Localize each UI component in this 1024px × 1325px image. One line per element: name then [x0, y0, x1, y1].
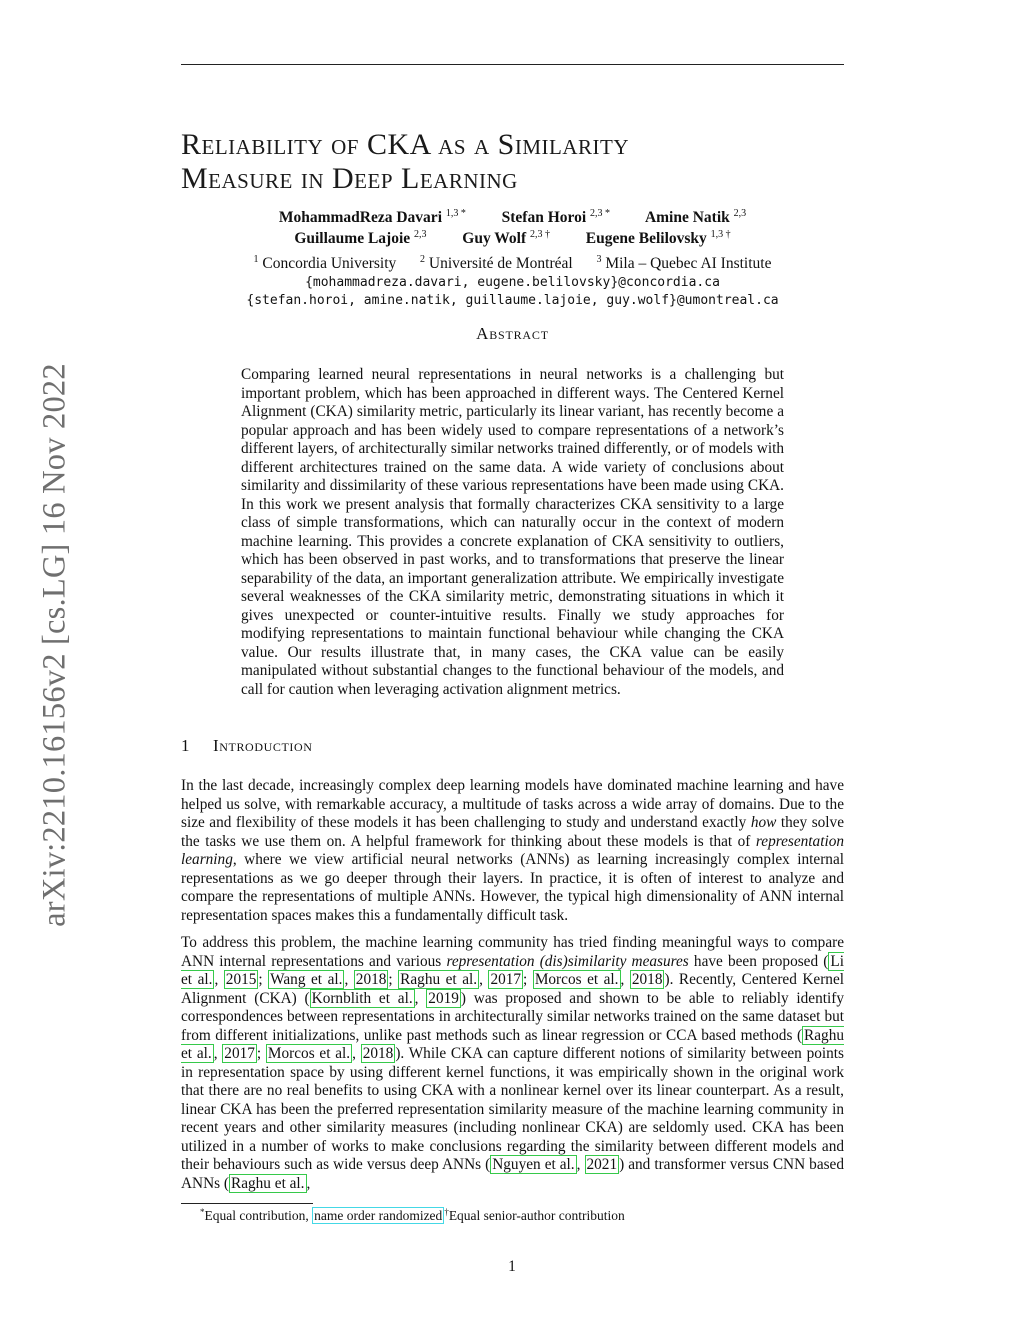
title-line-1: Reliability of CKA as a Similarity	[181, 128, 630, 161]
section-title: Introduction	[213, 736, 313, 755]
citation-separator: ,	[344, 971, 354, 988]
citation-separator: ,	[414, 989, 427, 1007]
paragraph-text: , where we view artificial neural networks (ANNs) as learning increasingly complex internal representations as we go deeper through their layers. In practice, it is often of interest to analyze and compare the representations of multiple ANNs. However, the typical high dimensionality of ANN internal representation spaces makes this a fundamentally difficult task.	[181, 851, 844, 924]
citation-separator: ;	[388, 971, 399, 988]
citation-separator: ,	[352, 1045, 361, 1062]
affiliation-name: Université de Montréal	[428, 255, 573, 272]
affiliation-name: Mila – Quebec AI Institute	[605, 255, 772, 272]
citation-separator: ;	[523, 971, 533, 988]
author-affiliation-marker: 2,3	[414, 229, 427, 240]
citation-link[interactable]: Nguyen et al.	[492, 1156, 575, 1173]
title-line-2: Measure in Deep Learning	[181, 162, 518, 195]
author-row-2	[181, 228, 844, 249]
author-name: Guillaume Lajoie	[294, 230, 411, 247]
citation-separator: ,	[479, 971, 489, 988]
footnote-marker: *	[200, 1207, 205, 1217]
citation-link[interactable]: 2018	[362, 1045, 394, 1062]
author-name: Eugene Belilovsky	[585, 230, 707, 247]
emphasis-text: how	[750, 814, 777, 831]
citation-link[interactable]: Wang et al.	[270, 971, 343, 988]
intro-paragraph-2	[181, 934, 844, 1193]
footnote-text: Equal contribution,	[204, 1208, 313, 1223]
page-number: 1	[508, 1258, 516, 1275]
email-line-1: {mohammadreza.davari, eugene.belilovsky}@concordia.ca	[305, 275, 720, 290]
section-number: 1	[181, 736, 191, 755]
citation-separator: ;	[256, 1045, 266, 1062]
paragraph-text: ,	[306, 1174, 311, 1192]
citation-separator: ,	[213, 1045, 223, 1062]
author-affiliation-marker: 1,3 †	[710, 229, 731, 240]
author-affiliation-marker: 2,3 *	[590, 208, 611, 219]
paragraph-text: In the last decade, increasingly complex deep learning models have dominated machine learning and have helped us solve, with remarkable accuracy, a multitude of tasks across a wide array of domains. Due to the size and flexibility of these models it has been challenging to study and understand exactly	[181, 777, 844, 831]
citation-link[interactable]: Kornblith et al.	[311, 989, 413, 1007]
section-heading	[181, 736, 313, 756]
paragraph-text: ). Recently, Centered Kernel Alignment (CKA) (	[181, 971, 844, 1007]
affiliation-marker: 2	[420, 254, 426, 265]
email-line-2: {stefan.horoi, amine.natik, guillaume.lajoie, guy.wolf}@umontreal.ca	[246, 293, 779, 308]
footnote-rule	[181, 1203, 313, 1204]
citation-link[interactable]: 2017	[490, 971, 522, 988]
footnote-marker: †	[444, 1207, 449, 1217]
emphasis-text: representation learning	[181, 832, 844, 868]
footnote-link[interactable]: name order randomized	[314, 1208, 443, 1223]
citation-link[interactable]: Raghu et al.	[231, 1174, 305, 1192]
affiliation-marker: 3	[596, 254, 602, 265]
citation-link[interactable]: Morcos et al.	[267, 1045, 351, 1062]
citation-separator: ;	[258, 971, 269, 988]
paragraph-text: they solve the tasks we use them on. A helpful framework for thinking about these models is that of	[181, 814, 845, 850]
abstract-heading: Abstract	[476, 324, 549, 343]
citation-link[interactable]: 2019	[428, 989, 459, 1007]
arxiv-identifier: arXiv:2210.16156v2 [cs.LG] 16 Nov 2022	[36, 363, 73, 927]
citation-link[interactable]: 2017	[224, 1045, 255, 1062]
citation-separator: ,	[214, 971, 224, 988]
author-name: Stefan Horoi	[501, 209, 587, 226]
citation-separator: ,	[620, 971, 630, 988]
affiliation-name: Concordia University	[262, 255, 397, 272]
author-name: MohammadReza Davari	[278, 209, 442, 226]
paragraph-text: To address this problem, the machine learning community has tried finding meaningful ways to compare ANN internal representations and various	[181, 934, 844, 970]
paragraph-text: ) and transformer versus CNN based ANNs (	[181, 1156, 844, 1192]
citation-link[interactable]: Li et al.	[181, 952, 844, 988]
citation-link[interactable]: 2015	[225, 971, 257, 988]
author-row-1	[181, 207, 844, 228]
citation-link[interactable]: 2021	[586, 1156, 618, 1173]
footnote	[200, 1207, 625, 1225]
footnote-text: Equal senior-author contribution	[448, 1208, 625, 1223]
author-affiliation-marker: 1,3 *	[445, 208, 466, 219]
author-name: Amine Natik	[644, 209, 730, 226]
paragraph-text: ) was proposed and shown to be able to reliably identify correspondences between representations in architecturally similar networks trained on the same dataset but from different initializations, unlike past methods such as linear regression or CCA based methods (	[181, 989, 844, 1044]
citation-link[interactable]: 2018	[355, 971, 387, 988]
paragraph-text: ). While CKA can capture different notions of similarity between points in representation space by using different kernel functions, it was empirically shown in the original work that there are no real benefits to using CKA with a nonlinear kernel over its linear counterpart. As a result, linear CKA has been the preferred representation similarity measure of the machine learning community in recent years and other similarity measures (including nonlinear CKA) are seldomly used. CKA has been utilized in a number of works to make conclusions regarding the similarity between different models and their behaviours such as wide versus deep ANNs (	[181, 1045, 844, 1173]
citation-link[interactable]: Morcos et al.	[534, 971, 619, 988]
affiliation-line	[181, 254, 844, 274]
citation-link[interactable]: Raghu et al.	[400, 971, 478, 988]
author-affiliation-marker: 2,3	[733, 208, 747, 219]
citation-link[interactable]: 2018	[631, 971, 663, 988]
abstract-text: Comparing learned neural representations in neural networks is a challenging but important problem, which has been approached in different ways. The Centered Kernel Alignment (CKA) similarity metric, particularly its linear variant, has recently become a popular approach and has been widely used to compare representations of a network’s different layers, of architecturally similar networks trained differently, or of models with different architectures trained on the same data. A wide variety of conclusions about similarity and dissimilarity of these various representations have been made using CKA. In this work we present analysis that formally characterizes CKA sensitivity to a large class of simple transformations, which can naturally occur in the context of modern machine learning. This provides a concrete explanation of CKA sensitivity to outliers, which has been observed in past works, and to transformations that preserve the linear separability of the data, an important generalization attribute. We empirically investigate several weaknesses of the CKA similarity metric, demonstrating situations in which it gives unexpected or counter-intuitive results. Finally we study approaches for modifying representations to maintain functional behaviour while changing the CKA value. Our results illustrate that, in many cases, the CKA value can be easily manipulated without substantial changes to the functional behaviour of the models, and call for caution when leveraging activation alignment metrics.	[241, 366, 784, 698]
paragraph-text: have been proposed (	[688, 952, 829, 970]
paper-title	[181, 128, 844, 196]
author-affiliation-marker: 2,3 †	[530, 229, 551, 240]
affiliation-marker: 1	[253, 254, 259, 265]
author-list	[181, 207, 844, 249]
citation-separator: ,	[576, 1156, 585, 1173]
author-name: Guy Wolf	[462, 230, 527, 247]
citation-link[interactable]: Raghu et al.	[181, 1026, 844, 1062]
intro-paragraph-1	[181, 777, 844, 925]
top-rule	[181, 64, 844, 65]
emphasis-text: representation (dis)similarity measures	[446, 952, 689, 970]
